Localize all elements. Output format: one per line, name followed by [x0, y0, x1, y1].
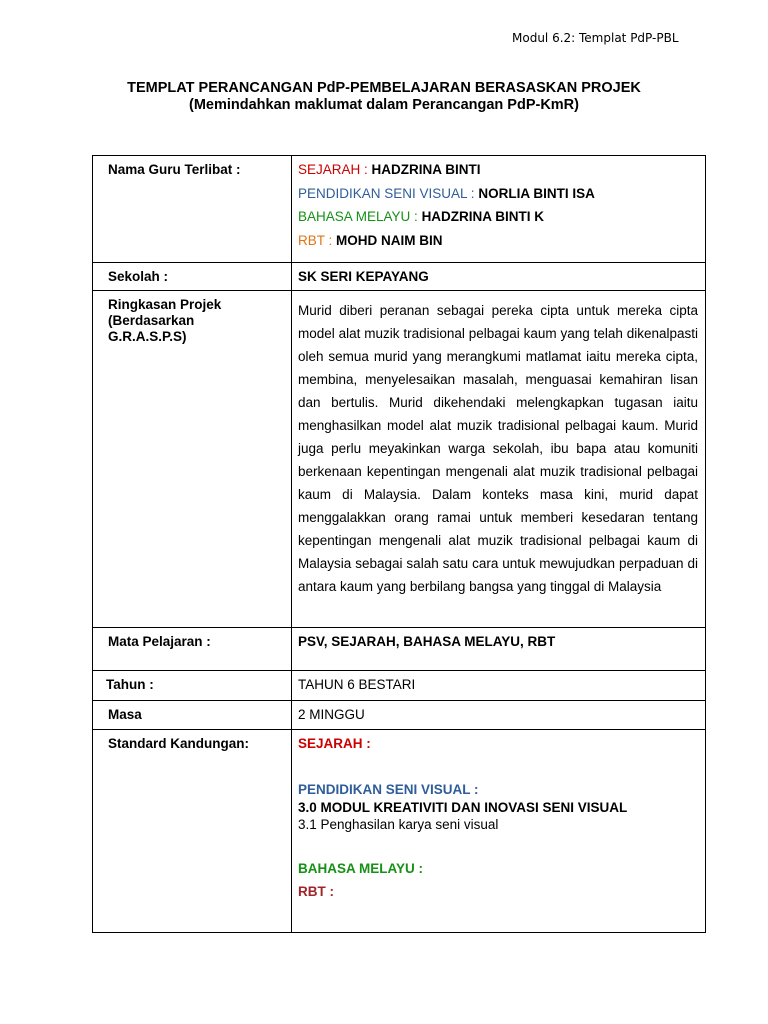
row-guru — [93, 156, 706, 263]
planning-table — [92, 155, 706, 933]
guru-subject-bm: BAHASA MELAYU : — [298, 209, 418, 224]
guru-subject-rbt: RBT : — [298, 232, 333, 248]
label-sekolah: Sekolah : — [93, 263, 292, 291]
row-mata-pelajaran — [93, 628, 706, 671]
standard-psv: PENDIDIKAN SENI VISUAL : — [298, 782, 479, 797]
label-mata-pelajaran: Mata Pelajaran : — [93, 628, 292, 671]
standard-rbt: RBT : — [298, 884, 334, 899]
value-sekolah: SK SERI KEPAYANG — [292, 263, 706, 291]
guru-name-bm: HADZRINA BINTI K — [421, 209, 545, 224]
guru-name-rbt: MOHD NAIM BIN — [336, 232, 443, 248]
value-tahun: TAHUN 6 BESTARI — [292, 671, 706, 701]
guru-name-sejarah: HADZRINA BINTI — [371, 162, 481, 177]
standard-psv-module: 3.0 MODUL KREATIVITI DAN INOVASI SENI VISUAL — [298, 800, 628, 815]
guru-entry-rbt — [298, 229, 698, 253]
title-line-2: (Memindahkan maklumat dalam Perancangan PdP-KmR) — [189, 97, 579, 113]
row-tahun — [93, 671, 706, 701]
standard-bm: BAHASA MELAYU : — [298, 861, 424, 876]
row-masa — [93, 701, 706, 730]
label-guru: Nama Guru Terlibat : — [93, 156, 292, 263]
label-masa: Masa — [93, 701, 292, 730]
label-tahun: Tahun : — [93, 671, 292, 701]
label-ringkasan-line-3: G.R.A.S.P.S) — [108, 329, 187, 344]
value-ringkasan — [292, 291, 706, 628]
value-standard-kandungan — [292, 730, 706, 933]
guru-entry-sejarah — [298, 158, 698, 182]
project-summary-text: Murid diberi peranan sebagai pereka cipta untuk mereka cipta model alat muzik tradisional pelbagai kaum yang telah dikenalpasti oleh semua murid yang merangkumi matlamat iaitu mereka cipta, membina, menyelesaikan masalah, menguasai kemahiran lisan dan bertulis. Murid dikehendaki melengkapkan tugasan iaitu menghasilkan model alat muzik tradisional pelbagai kaum. Murid juga perlu meyakinkan warga sekolah, ibu bapa atau komuniti berkenaan kepentingan mengenali alat muzik tradisional pelbagai kaum di Malaysia. Dalam konteks masa kini, murid dapat menggalakkan orang ramai untuk memberi kesedaran tentang kepentingan mengenali alat muzik tradisional pelbagai kaum di Malaysia sebagai salah satu cara untuk mewujudkan perpaduan di antara kaum yang berbilang bangsa yang tinggal di Malaysia — [298, 303, 698, 594]
guru-subject-sejarah: SEJARAH : — [298, 162, 368, 177]
guru-entry-bm — [298, 205, 698, 229]
value-mata-pelajaran: PSV, SEJARAH, BAHASA MELAYU, RBT — [292, 628, 706, 671]
header-note: Modul 6.2: Templat PdP-PBL — [512, 31, 679, 45]
row-sekolah — [93, 263, 706, 291]
guru-entry-psv — [298, 182, 698, 206]
value-masa: 2 MINGGU — [292, 701, 706, 730]
label-ringkasan — [93, 291, 292, 628]
guru-subject-psv: PENDIDIKAN SENI VISUAL : — [298, 185, 475, 201]
document-title — [0, 80, 768, 114]
guru-name-psv: NORLIA BINTI ISA — [478, 185, 595, 201]
standard-psv-item: 3.1 Penghasilan karya seni visual — [298, 817, 499, 832]
label-ringkasan-line-1: Ringkasan Projek — [108, 297, 222, 312]
label-standard-kandungan: Standard Kandungan: — [93, 730, 292, 933]
label-ringkasan-line-2: (Berdasarkan — [108, 313, 195, 328]
value-guru — [292, 156, 706, 263]
row-ringkasan — [93, 291, 706, 628]
standard-sejarah: SEJARAH : — [298, 736, 371, 751]
title-line-1: TEMPLAT PERANCANGAN PdP-PEMBELAJARAN BERASASKAN PROJEK — [127, 80, 641, 96]
row-standard-kandungan — [93, 730, 706, 933]
